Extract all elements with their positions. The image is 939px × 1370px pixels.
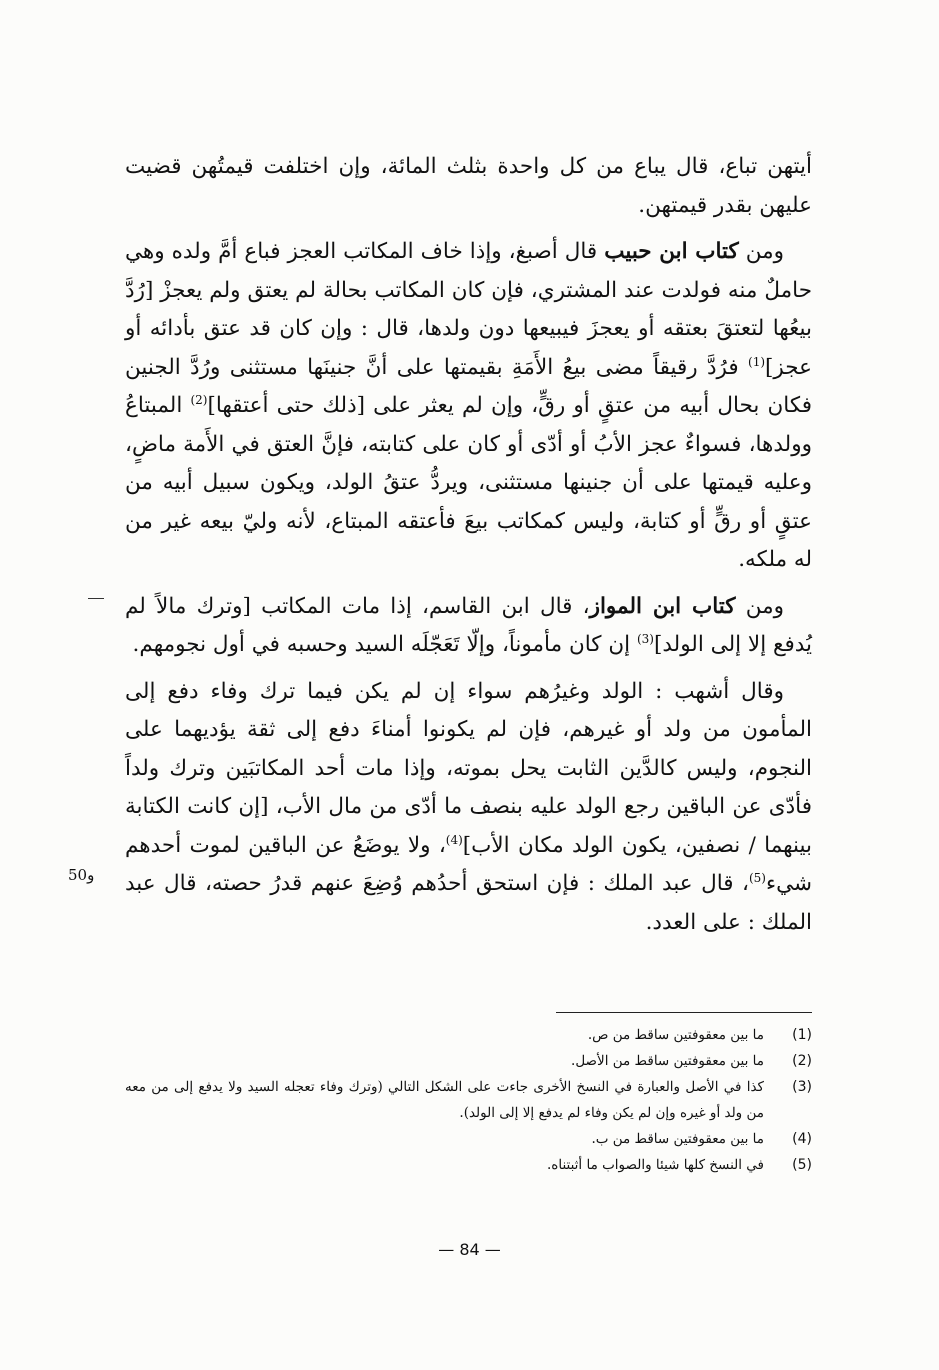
footnote-text: ما بين معقوفتين ساقط من الأصل. [571,1053,764,1069]
book-title: كتاب ابن المواز [589,593,736,619]
footnote-text: كذا في الأصل والعبارة في النسخ الأخرى جاءت على الشكل التالي (وترك وفاء تعجله السيد ولا يدفع إلى من معه من ولد أو غيره وإن لم يكن وفاء لم يدفع إلا إلى الولد). [125,1079,764,1121]
text-run: ومن [735,593,784,619]
footnote-number: (3) [792,1079,812,1095]
paragraph-p4 [125,673,812,943]
footnote-number: (4) [792,1131,812,1147]
text-run: ، ولا يوضَعُ عن الباقين لموت أحدهم شيء [125,832,812,896]
text-run: المبتاعُ وولدها، فسواءٌ عجز الأبُ أو أدّى أو كان على كتابته، فإنَّ العتق في الأَمة ماضٍ، وعليه قيمتها على أن جنينها مستثنى، ويردُّ عتقُ الولد، ويكون سبيل أبيه من عتقٍ أو رقٍّ أو كتابة، وليس كمكاتب بيعَ فأعتقه المبتاع، لأنه وليّ بيعه غير من له ملكه. [125,393,812,572]
text-run: ، قال ابن القاسم، إذا مات المكاتب [وترك مالاً لم يُدفع إلا إلى الولد] [125,593,812,657]
footnote-item [125,1152,812,1178]
text-run: وقال أشهب : الولد وغيرُهم سواء إن لم يكن فيما ترك وفاء دفع إلى المأمون من ولد أو غيرهم، فإن لم يكونوا أمناءَ دفع إلى ثقة يؤديهما على النجوم، وليس كالدَّين الثابت يحل بموته، وإذا مات أحد المكاتبَين وترك ولداً فأدّى عن الباقين رجع الولد عليه بنصف ما أدّى من مال الأب، [إن كانت الكتابة بينهما / نصفين، يكون الولد مكان الأب] [125,678,812,858]
paragraph-p1 [125,148,812,225]
footnote-ref: (2) [190,392,208,407]
text-run: قال أصبغ، وإذا خاف المكاتب العجز فباع أمَّ ولده وهي حاملٌ منه فولدت عند المشتري، فإن كان المكاتب بحالة لم يعتق ولم يعجزْ [رُدَّ بيعُها لتعتقَ بعتقه أو يعجزَ فيبيعها دون ولدها، قال : وإن كان قد عتق بأدائه أو عجز] [125,239,812,380]
footnote-text: ما بين معقوفتين ساقط من ب. [591,1131,764,1147]
footnote-item [125,1074,812,1126]
margin-dash [88,598,104,599]
footnote-item [125,1126,812,1152]
footnote-text: في النسخ كلها شيئا والصواب ما أثبتناه. [546,1157,764,1173]
footnote-number: (5) [792,1157,812,1173]
text-run: أيتهن تباع، قال يباع من كل واحدة بثلث المائة، وإن اختلفت قيمتُهن قضيت عليهن بقدر قيمتهن. [125,154,812,218]
main-text [125,148,812,942]
footnote-text: ما بين معقوفتين ساقط من ص. [587,1027,764,1043]
footnote-ref: (4) [445,832,463,847]
text-run: إن كان مأموناً، وإلّا تَعَجّلَه السيد وحسبه في أول نجومهم. [132,632,637,657]
book-title: كتاب ابن حبيب [604,239,739,264]
paragraph-p2 [125,233,812,580]
footnote-number: (2) [792,1053,812,1069]
footnote-item [125,1022,812,1048]
footnote-separator [556,1012,812,1013]
page-number: — 84 — [438,1240,501,1259]
text-run: ومن [738,239,784,264]
footnote-ref: (3) [636,631,654,646]
footnote-number: (1) [792,1027,812,1043]
footnote-ref: (5) [748,870,766,885]
footnote-ref: (1) [748,354,766,369]
text-run: فرُدَّ رقيقاً مضى بيعُ الأَمَةِ بقيمتها على أنَّ جنينَها مستثنى ورُدَّ الجنين فكان بحال أبيه من عتقٍ أو رقٍّ، وإن لم يعثر على [ذلك حتى أعتقها] [125,354,812,418]
paragraph-p3 [125,588,812,665]
folio-marker: 50و [68,866,95,884]
footnotes [125,1022,812,1178]
footnote-item [125,1048,812,1074]
text-run: ، قال عبد الملك : فإن استحق أحدُهم وُضِعَ عنهم قدرُ حصته، قال عبد الملك : على العدد. [125,871,812,935]
